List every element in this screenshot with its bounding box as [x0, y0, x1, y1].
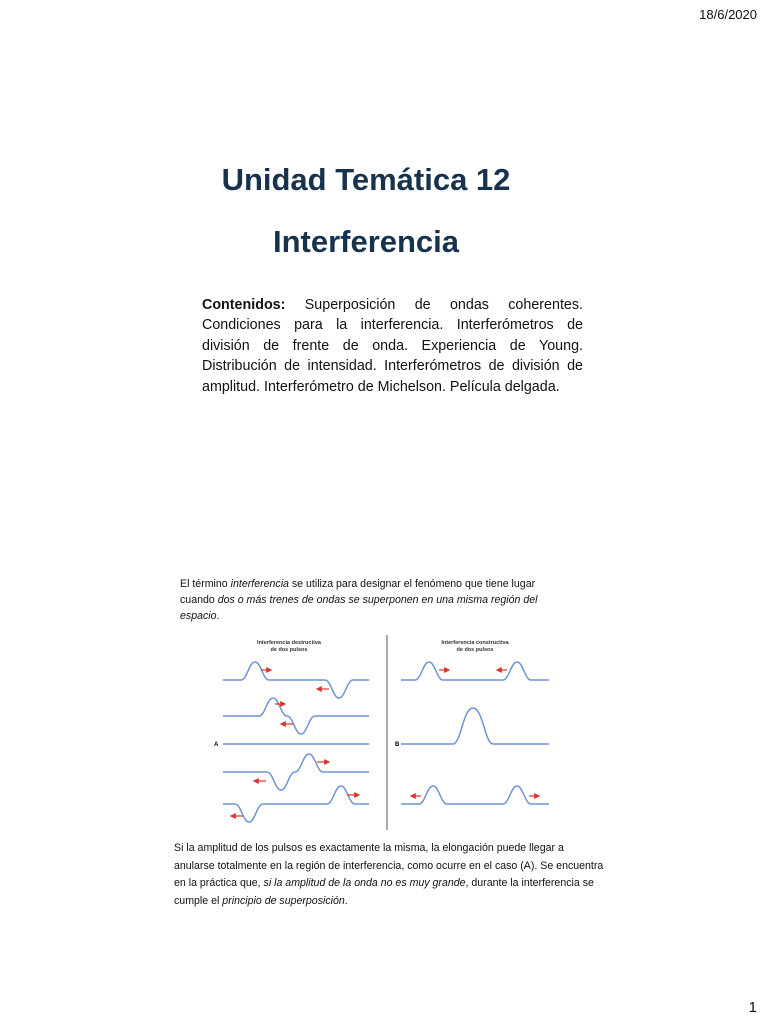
intro-text-1: El término [180, 578, 231, 590]
destructive-wave-1 [223, 662, 369, 698]
right-diagram-title-2: de dos pulsos [456, 647, 494, 653]
contents-text: Superposición de ondas coherentes. Condiciones para la interferencia. Interferómetros de división de frente de onda. Experiencia de Young. Distribución de intensidad. Interferómetros de división de amplitud. Interferómetro de Michelson. Película delgada. [202, 297, 583, 395]
case-label-b: B [395, 742, 400, 748]
right-diagram-title-1: Interferencia constructiva [441, 640, 509, 646]
left-diagram-title-2: de dos pulsos [270, 647, 308, 653]
intro-term: interferencia [230, 578, 289, 590]
contents-label: Contenidos: [202, 297, 286, 313]
intro-text-3: . [216, 610, 220, 623]
destructive-wave-4 [223, 754, 369, 790]
caption-text-2: , durante la interferencia se cumple el [174, 877, 594, 907]
interference-diagram [205, 632, 565, 832]
caption-principle: principio de superposición [222, 894, 345, 907]
constructive-wave-3 [401, 786, 549, 804]
intro-paragraph [180, 576, 560, 625]
interference-figure [205, 632, 565, 837]
caption-text-3: . [344, 894, 348, 907]
constructive-wave-2 [401, 708, 549, 744]
slide-date: 18/6/2020 [699, 7, 757, 22]
destructive-wave-5 [223, 786, 369, 822]
intro-definition: dos o más trenes de ondas se superponen en una misma región del espacio [180, 594, 538, 623]
contents-paragraph [202, 295, 583, 397]
caption-condition: si la amplitud de la onda no es muy grande [263, 877, 466, 889]
left-diagram-title-1: Interferencia destructiva [257, 640, 321, 646]
caption-text-1: Si la amplitud de los pulsos es exactamente la misma, la elongación puede llegar a anularse totalmente en la región de interferencia, como ocurre en el caso (A). Se encuentra en la práctica que, [174, 842, 604, 889]
page-number: 1 [748, 999, 757, 1016]
destructive-wave-2 [223, 698, 369, 734]
unit-title: Unidad Temática 12 [221, 162, 511, 197]
intro-text-2: se utiliza para designar el fenómeno que tiene lugar cuando [180, 578, 536, 607]
constructive-wave-1 [401, 662, 549, 680]
case-label-a: A [214, 742, 219, 748]
caption-paragraph [174, 840, 606, 910]
topic-title: Interferencia [272, 224, 460, 259]
